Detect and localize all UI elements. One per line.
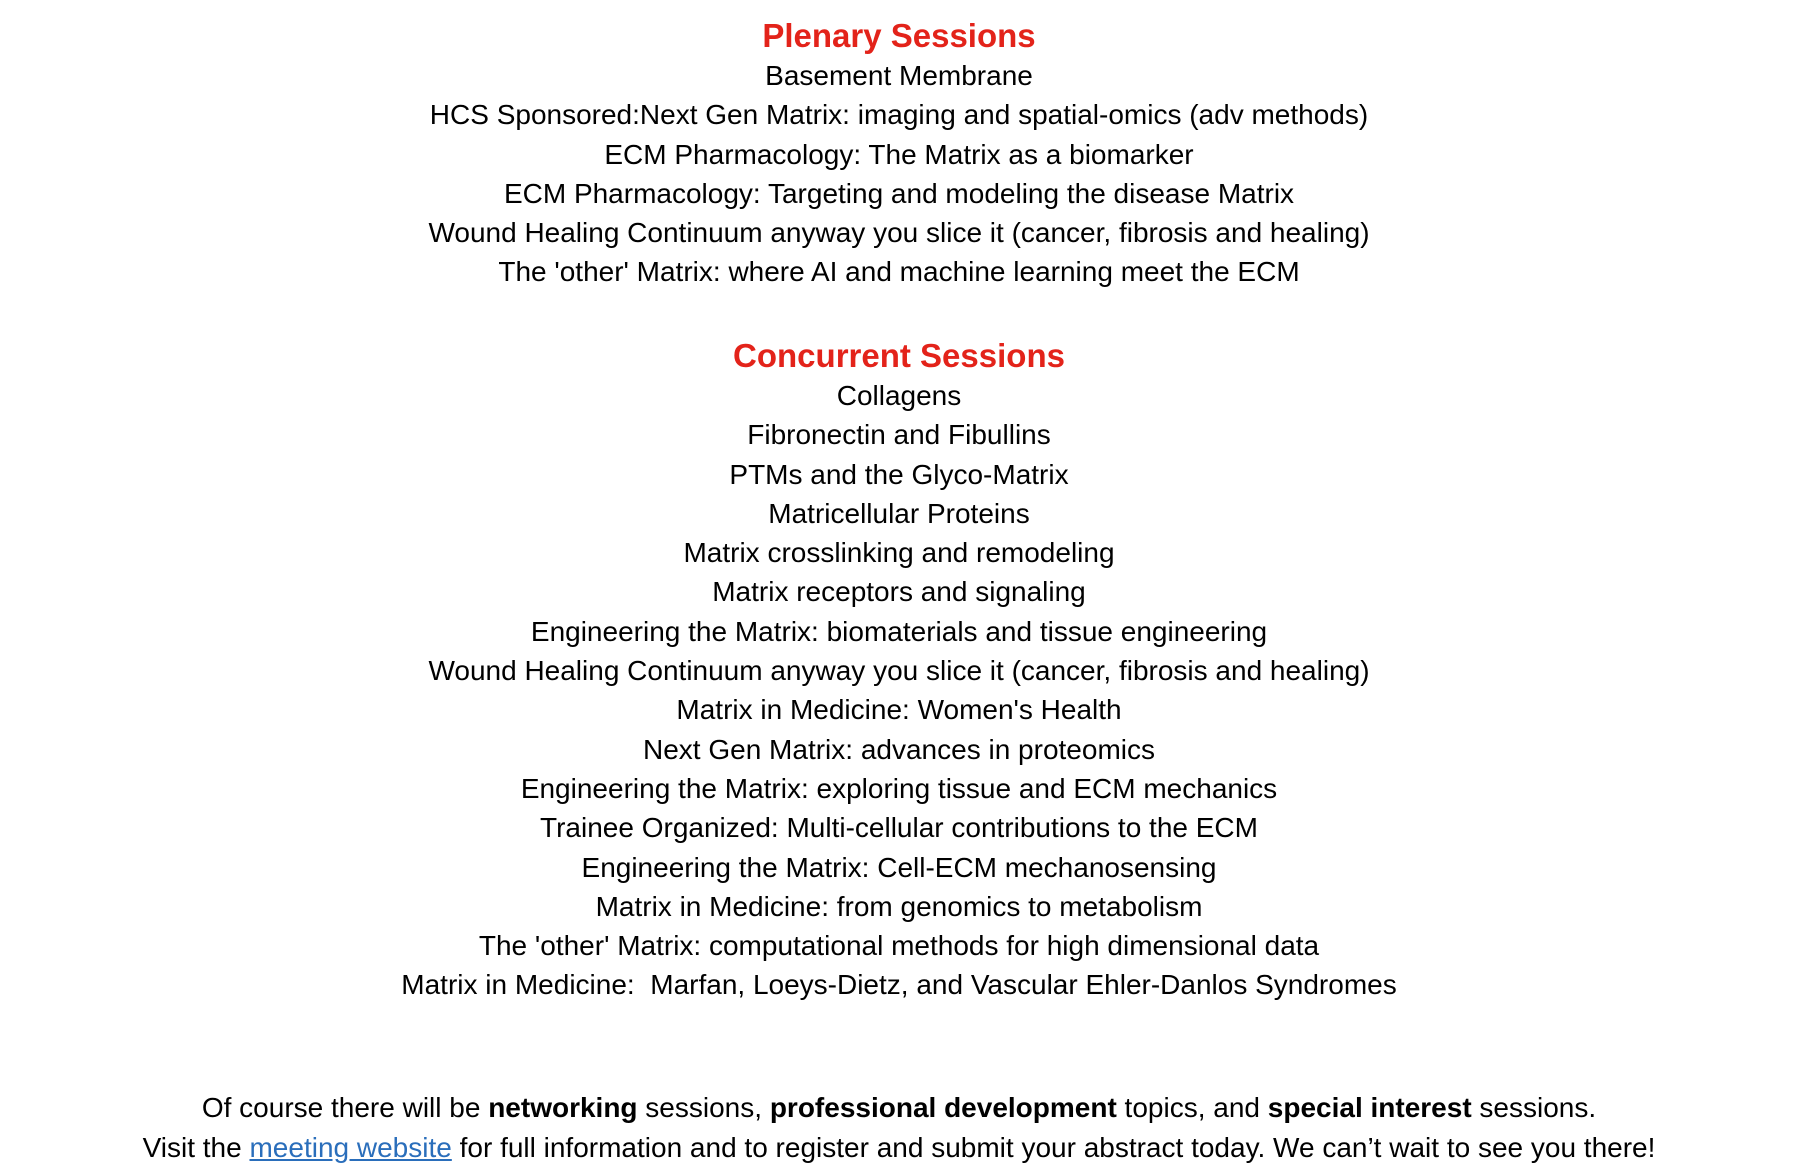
- closing-text: Visit the: [142, 1132, 250, 1163]
- list-item: ECM Pharmacology: Targeting and modeling the disease Matrix: [503, 177, 1295, 209]
- list-item: HCS Sponsored:Next Gen Matrix: imaging and spatial-omics (adv methods): [429, 99, 1369, 131]
- closing-line-website: [0, 1128, 1798, 1168]
- plenary-sessions-list: [0, 56, 1798, 292]
- list-item: Engineering the Matrix: Cell-ECM mechanosensing: [581, 851, 1217, 883]
- closing-text: topics, and: [1116, 1092, 1268, 1123]
- list-item: The 'other' Matrix: where AI and machine learning meet the ECM: [498, 256, 1300, 288]
- list-item: Matrix crosslinking and remodeling: [683, 537, 1115, 569]
- plenary-sessions-heading: Plenary Sessions: [762, 17, 1036, 54]
- list-item: Matrix in Medicine: Marfan, Loeys-Dietz, and Vascular Ehler-Danlos Syndromes: [401, 969, 1397, 1001]
- list-item: Basement Membrane: [765, 60, 1033, 91]
- networking-emphasis: networking: [488, 1092, 638, 1123]
- closing-text: sessions,: [637, 1092, 770, 1123]
- concurrent-sessions-list: [0, 376, 1798, 1005]
- closing-text: for full information and to register and submit your abstract today. We can’t wait to see you there!: [451, 1132, 1656, 1163]
- list-item: Trainee Organized: Multi-cellular contributions to the ECM: [540, 812, 1258, 844]
- meeting-website-link[interactable]: meeting website: [249, 1132, 452, 1163]
- concurrent-sessions-section: [0, 336, 1798, 1005]
- list-item: Matrix in Medicine: from genomics to metabolism: [595, 890, 1203, 922]
- closing-text: sessions.: [1471, 1092, 1597, 1123]
- professional-development-emphasis: professional development: [769, 1092, 1117, 1123]
- list-item: ECM Pharmacology: The Matrix as a biomarker: [604, 138, 1194, 170]
- list-item: Engineering the Matrix: biomaterials and tissue engineering: [530, 615, 1268, 647]
- list-item: The 'other' Matrix: computational methods for high dimensional data: [478, 930, 1320, 962]
- list-item: Matrix in Medicine: Women's Health: [676, 694, 1122, 726]
- closing-paragraph: [0, 1088, 1798, 1168]
- list-item: Collagens: [836, 380, 962, 411]
- plenary-sessions-section: [0, 16, 1798, 292]
- list-item: PTMs and the Glyco-Matrix: [729, 458, 1069, 490]
- list-item: Wound Healing Continuum anyway you slice it (cancer, fibrosis and healing): [428, 217, 1370, 249]
- list-item: Matricellular Proteins: [768, 497, 1030, 529]
- closing-line-networking: [0, 1088, 1798, 1128]
- list-item: Fibronectin and Fibullins: [747, 419, 1051, 451]
- special-interest-emphasis: special interest: [1267, 1092, 1472, 1123]
- list-item: Wound Healing Continuum anyway you slice it (cancer, fibrosis and healing): [428, 655, 1370, 687]
- list-item: Engineering the Matrix: exploring tissue and ECM mechanics: [520, 772, 1278, 804]
- list-item: Next Gen Matrix: advances in proteomics: [643, 733, 1155, 765]
- list-item: Matrix receptors and signaling: [712, 576, 1086, 608]
- concurrent-sessions-heading: Concurrent Sessions: [733, 337, 1065, 374]
- closing-text: Of course there will be: [201, 1092, 489, 1123]
